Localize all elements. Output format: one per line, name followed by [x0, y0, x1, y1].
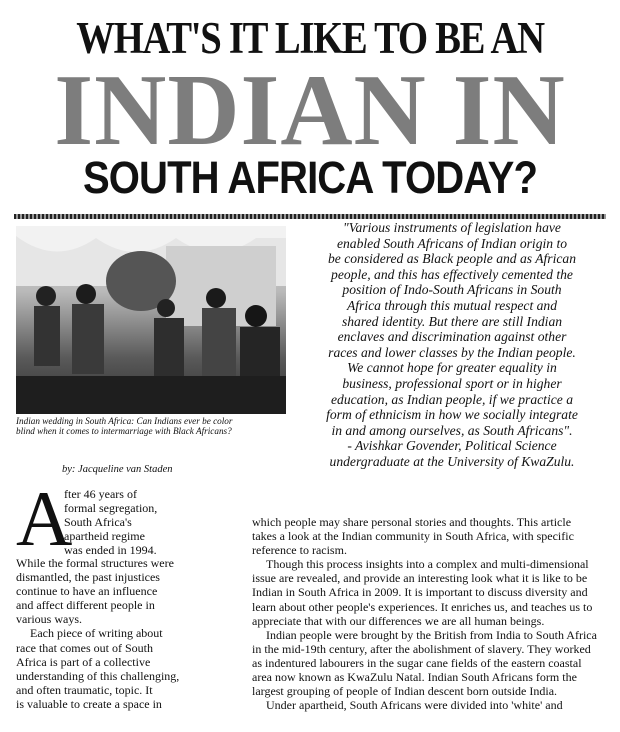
- quote-line: be considered as Black people and as African: [327, 251, 577, 267]
- article-line: learn about other people's experiences. It enriches us, and teaches us to: [252, 599, 593, 614]
- wedding-photo-illustration: [16, 226, 286, 414]
- article-line: various ways.: [16, 612, 82, 627]
- quote-line: "Various instruments of legislation have: [343, 220, 561, 235]
- headline-line-2: INDIAN IN: [54, 54, 566, 167]
- article-line: area now known as KwaZulu Natal. Indian South Africans form the: [252, 670, 577, 685]
- drop-cap: A: [16, 475, 73, 562]
- caption-line: blind when it comes to intermarriage with Black Africans?: [16, 426, 232, 436]
- quote-line: shared identity. But there are still Indian: [341, 313, 563, 329]
- article-line: dismantled, the past injustices: [16, 570, 160, 585]
- quote-line: undergraduate at the University of KwaZulu.: [329, 453, 575, 469]
- quote-line: education, as Indian people, if we practice a: [331, 391, 573, 407]
- article-line: reference to racism.: [252, 543, 347, 558]
- pull-quote: [296, 220, 608, 470]
- article-column-1-top: [64, 487, 234, 557]
- article-column-2: [252, 515, 608, 712]
- article-line: While the formal structures were: [16, 556, 174, 570]
- article-line: takes a look at the Indian community in South Africa, with specific: [252, 529, 574, 544]
- quote-line: We cannot hope for greater equality in: [347, 360, 557, 376]
- article-line: South Africa's: [64, 515, 132, 530]
- quote-line: races and lower classes by the Indian people.: [328, 344, 576, 360]
- quote-line: - Avishkar Govender, Political Science: [347, 438, 557, 454]
- article-line: issue are revealed, and provide an interesting look what it is like to be: [252, 571, 588, 586]
- article-line: Though this process insights into a complex and multi-dimensional: [266, 557, 589, 572]
- article-line: largest grouping of people of Indian descent born outside India.: [252, 684, 558, 699]
- quote-line: people, and this has effectively cemented the: [331, 266, 573, 282]
- quote-line: enabled South Africans of Indian origin to: [336, 235, 568, 251]
- article-line: and affect different people in: [16, 598, 155, 613]
- headline-line-1: WHAT'S IT LIKE TO BE AN: [76, 13, 544, 63]
- article-line: appreciate that with our differences we are all human beings.: [252, 613, 545, 628]
- article-column-1: [16, 556, 234, 711]
- wedding-photo: [16, 226, 286, 414]
- caption-line: Indian wedding in South Africa: Can Indians ever be color: [16, 416, 233, 426]
- article-line: Indian in South Africa in 2009. It is important to discuss diversity and: [252, 585, 588, 600]
- article-line: which people may share personal stories and thoughts. This article: [252, 515, 572, 529]
- quote-line: enclaves and discrimination against other: [337, 329, 567, 345]
- article-line: race that comes out of South: [16, 640, 153, 655]
- quote-line: form of ethnicism in how we socially integrate: [326, 407, 578, 423]
- article-line: is valuable to create a space in: [16, 696, 162, 711]
- article-line: fter 46 years of: [64, 487, 137, 501]
- quote-line: in and among ourselves, as South Africans".: [331, 422, 573, 438]
- headline-line-3: SOUTH AFRICA TODAY?: [82, 152, 538, 203]
- article-line: and often traumatic, topic. It: [16, 682, 153, 697]
- quote-line: business, professional sport or in higher: [342, 375, 562, 391]
- article-line: as indentured labourers in the sugar cane fields of the eastern coastal: [252, 655, 582, 670]
- article-line: continue to have an influence: [16, 584, 158, 599]
- divider-rule: [14, 214, 606, 219]
- article-line: apartheid regime: [64, 529, 145, 544]
- article-line: was ended in 1994.: [64, 543, 157, 558]
- article-line: in the mid-19th century, after the abolishment of slavery. They worked: [252, 641, 591, 656]
- article-line: understanding of this challenging,: [16, 668, 180, 683]
- photo-caption: [16, 416, 288, 436]
- article-line: Under apartheid, South Africans were divided into 'white' and: [266, 698, 563, 713]
- article-line: Each piece of writing about: [30, 626, 163, 641]
- quote-line: Africa through this mutual respect and: [346, 297, 558, 313]
- byline: by: Jacqueline van Staden: [62, 464, 173, 475]
- article-line: formal segregation,: [64, 501, 158, 516]
- quote-line: position of Indo-South Africans in South: [342, 282, 562, 298]
- article-line: Indian people were brought by the British from India to South Africa: [266, 627, 597, 642]
- article-line: Africa is part of a collective: [16, 654, 151, 669]
